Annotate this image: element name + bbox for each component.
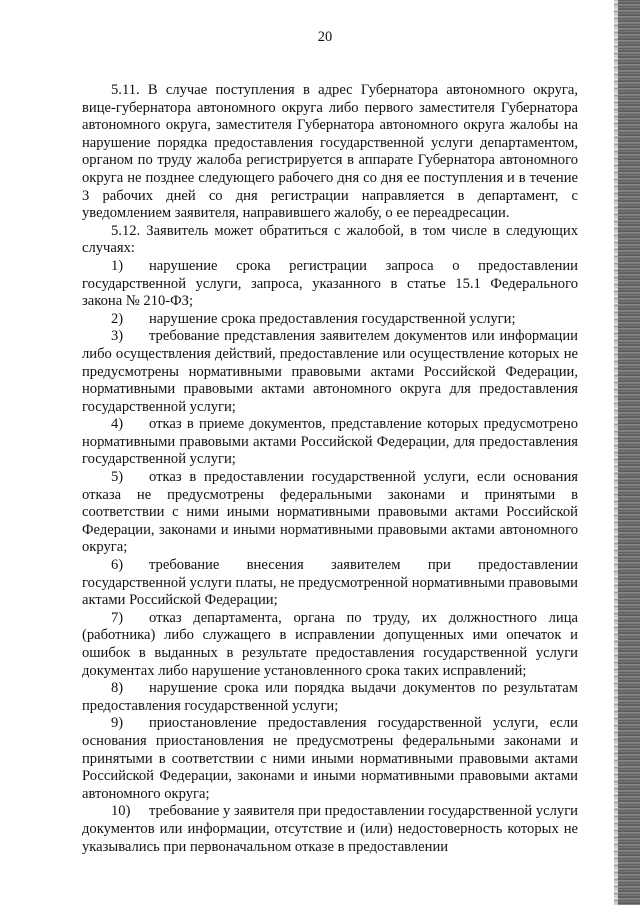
list-item [82,416,578,469]
list-item-number: 3) [111,328,124,345]
list-item [82,803,578,856]
list-item-number: 2) [111,310,124,327]
list-item-text: отказ департамента, органа по труду, их должностного лица (работника) либо служащего в исправлении допущенных ими опечаток и ошибок в выданных в результате предоставления государственной услуги документах либо нарушение установленного срока таких исправлений; [82,609,578,679]
paragraph-5-11: 5.11. В случае поступления в адрес Губернатора автономного округа, вице-губернатора автономного округа либо первого заместителя Губернатора автономного округа, заместителя Губернатора автономного округа жалобы на нарушение порядка предоставления государственной услуги департаментом, органом по труду жалоба регистрируется в аппарате Губернатора автономного округа не позднее следующего рабочего дня со дня ее поступления и в течение 3 рабочих дней со дня регистрации направляется в департамент, с уведомлением заявителя, направившего жалобу, о ее переадресации. [82,82,578,222]
list-item [82,469,578,557]
list-item-number: 5) [111,469,124,486]
list-item [82,715,578,803]
list-item-text: приостановление предоставления государственной услуги, если основания приостановления не предусмотрены федеральными законами и принятыми в соответствии с ними иными нормативными правовыми актами Российской Федерации, законами и иными нормативными правовыми актами автономного округа; [82,715,578,802]
list-item-text: требование внесения заявителем при предоставлении государственной услуги платы, не предусмотренной нормативными правовыми актами Российской Федерации; [82,557,578,609]
list-item [82,311,578,329]
scan-edge [618,0,640,905]
paragraph-5-12: 5.12. Заявитель может обратиться с жалобой, в том числе в следующих случаях: [82,222,578,257]
list-item-text: отказ в приеме документов, представление которых предусмотрено нормативными правовыми актами Российской Федерации, для предоставления государственной услуги; [82,416,578,468]
list-item [82,610,578,680]
list-item [82,328,578,416]
list-item-number: 10) [111,803,131,820]
document-body [82,82,578,856]
list-item-text: нарушение срока регистрации запроса о предоставлении государственной услуги, запроса, указанного в статье 15.1 Федерального закона № 210-ФЗ; [82,257,578,310]
list-item-text: требование у заявителя при предоставлении государственной услуги документов или информации, отсутствие и (или) недостоверность которых не указывались при первоначальном отказе в предоставлении [82,803,578,855]
list-item-text: требование представления заявителем документов или информации либо осуществления действий, предоставление или осуществление которых не предусмотрены нормативными правовыми актами Российской Федерации, нормативными правовыми актами автономного округа для предоставления государственной услуги; [82,328,578,415]
list-item [82,258,578,311]
list-item-number: 7) [111,609,124,626]
list-item-text: нарушение срока или порядка выдачи документов по результатам предоставления государственной услуги; [82,680,578,714]
list-item-number: 1) [111,257,124,274]
list-item-number: 6) [111,557,124,574]
list-item-number: 9) [111,715,124,732]
page-number: 20 [317,29,333,45]
list-item-number: 8) [111,680,124,697]
list-item-number: 4) [111,416,124,433]
list-item [82,680,578,715]
list-item-text: отказ в предоставлении государственной услуги, если основания отказа не предусмотрены федеральными законами и принятыми в соответствии с ними иными нормативными правовыми актами Российской Федерации, законами и иными нормативными правовыми актами автономного округа; [82,469,578,556]
list-item [82,557,578,610]
list-item-text: нарушение срока предоставления государственной услуги; [149,310,516,327]
